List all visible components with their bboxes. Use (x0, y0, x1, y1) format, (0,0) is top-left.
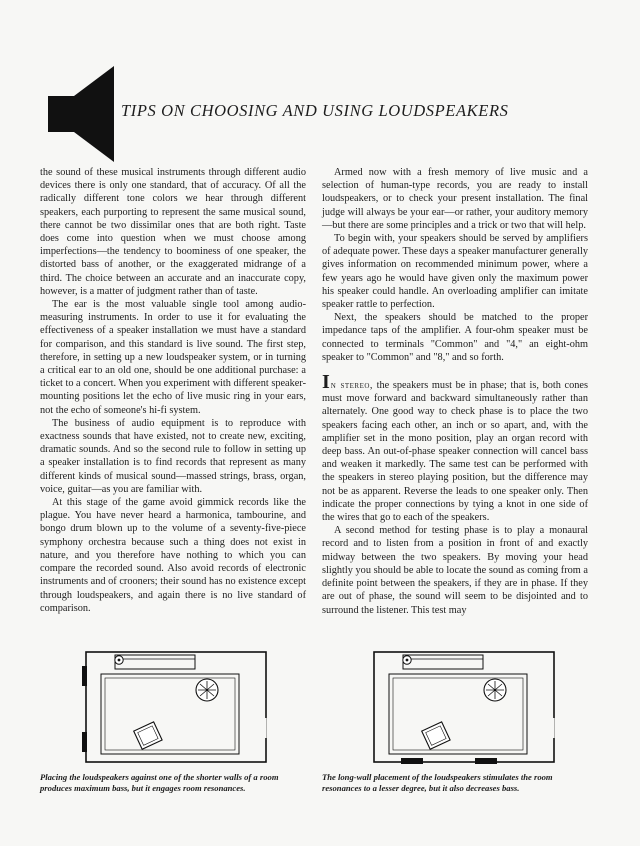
lamp-icon (403, 656, 411, 664)
paragraph: To begin with, your speakers should be served by amplifiers of adequate power. These days a speaker manufacturer generally gives information on recommended minimum power, where a few years ago he would have given only the maximum power his speaker could handle. An overloading amplifier can imitate speaker rattle to perfection. (322, 233, 588, 311)
paragraph: The business of audio equipment is to reproduce with exactness sounds that have existed, not to create new, exciting, dramatic sounds. And so the second rule to follow in setting up a speaker installation is to find records that represent as many different kinds of musical sound—massed strings, brass, organ, voice, guitar—as you are familiar with. (40, 417, 306, 495)
paragraph: Armed now with a fresh memory of live music and a selection of human-type records, you are ready to install loudspeakers, or to check your present installation. The final judge will always be your ear—or rather, your auditory memory—but there are some principles and a trick or two that will help. (322, 167, 588, 231)
left-column (40, 166, 306, 615)
paragraph: Next, the speakers should be matched to the proper impedance taps of the amplifier. A four-ohm speaker must be connected to terminals "Common" and "4," an eight-ohm speaker to "Common" and "8," and so forth. (322, 312, 588, 363)
figure-caption: Placing the loudspeakers against one of the shorter walls of a room produces maximum bass, but it engages room resonances. (40, 772, 279, 793)
turntable-icon (196, 679, 218, 701)
speaker-icon (48, 66, 118, 162)
figure-caption: The long-wall placement of the loudspeakers stimulates the room resonances to a lesser degree, but it also decreases bass. (322, 772, 553, 793)
lamp-icon (115, 656, 123, 664)
room-diagram-long-wall (367, 648, 562, 766)
chair-icon (134, 722, 162, 749)
speaker-icon (82, 732, 87, 752)
lead-in: n stereo, (330, 380, 373, 392)
paragraph: The ear is the most valuable single tool among audio-measuring instruments. In order to use it for evaluating the effectiveness of a speaker installation we must have a standard for comparison, and this standard is live sound. The first step, therefore, in setting up a new loudspeaker system, or in turning a critical ear to an old one, should be one additional purchase: a ticket to a concert. When you experiment with different speaker-mounting positions let the echo of live music ring in your ears, not the echo of someone's hi-fi system. (40, 299, 306, 416)
chair-icon (422, 722, 450, 749)
page-title: TIPS ON CHOOSING AND USING LOUDSPEAKERS (121, 101, 509, 120)
right-column (322, 166, 588, 617)
room-diagram-short-wall (79, 648, 274, 766)
paragraph: A second method for testing phase is to play a monaural record and to listen from a position in front of and exactly midway between the two speakers. By moving your head slightly you should be able to locate the sound as coming from a definite point between the speakers, if they are in phase. If they are out of phase, the sound will seem to be disjointed and to surround the listener. This test may (322, 525, 588, 616)
paragraph: the sound of these musical instruments through different audio devices there is only one standard, that of accuracy. Of all the radically different tone colors we hear through different speakers, each purporting to represent the same musical sound, there cannot be two dissimilar ones that are both right. Taste does come into question when we must choose among imperfections—the tendency to boominess of one speaker, the distorted bass of another, or the exaggerated midrange of a third. The choice between an accurate and an inaccurate copy, however, is a matter of judgment rather than of taste. (40, 167, 306, 297)
bleed-through-text (300, 58, 305, 76)
speaker-icon (82, 666, 87, 686)
speaker-icon (401, 758, 423, 764)
turntable-icon (484, 679, 506, 701)
stereo-paragraph (322, 371, 588, 524)
paragraph: At this stage of the game avoid gimmick records like the plague. You have never heard a harmonica, tambourine, and bongo drum blown up to the volume of a seventy-five-piece symphony orchestra because such a thing does not exist in nature, and you therefore have nothing to which you can compare the recorded sound. Also avoid records of electronic instruments and of crooners; their sound has no existence except through loudspeakers, and again there is no live standard of comparison. (40, 497, 306, 614)
drop-cap: I (322, 371, 330, 394)
paragraph-text: the speakers must be in phase; that is, both cones must move forward and backward simultaneously rather than alternately. One good way to check phase is to place the two speakers facing each other, an inch or so apart, and, with the amplifier set in the mono position, play an organ record with deep bass. An out-of-phase speaker connection will cancel bass and weaken it markedly. The same test can be performed with the speakers in stereo playing position, but the difference may not be as apparent. Reverse the leads to one speaker only. Then indicate the proper connections by tying a knot in one side of the wires that go to each of the speakers. (322, 380, 588, 524)
speaker-icon (475, 758, 497, 764)
